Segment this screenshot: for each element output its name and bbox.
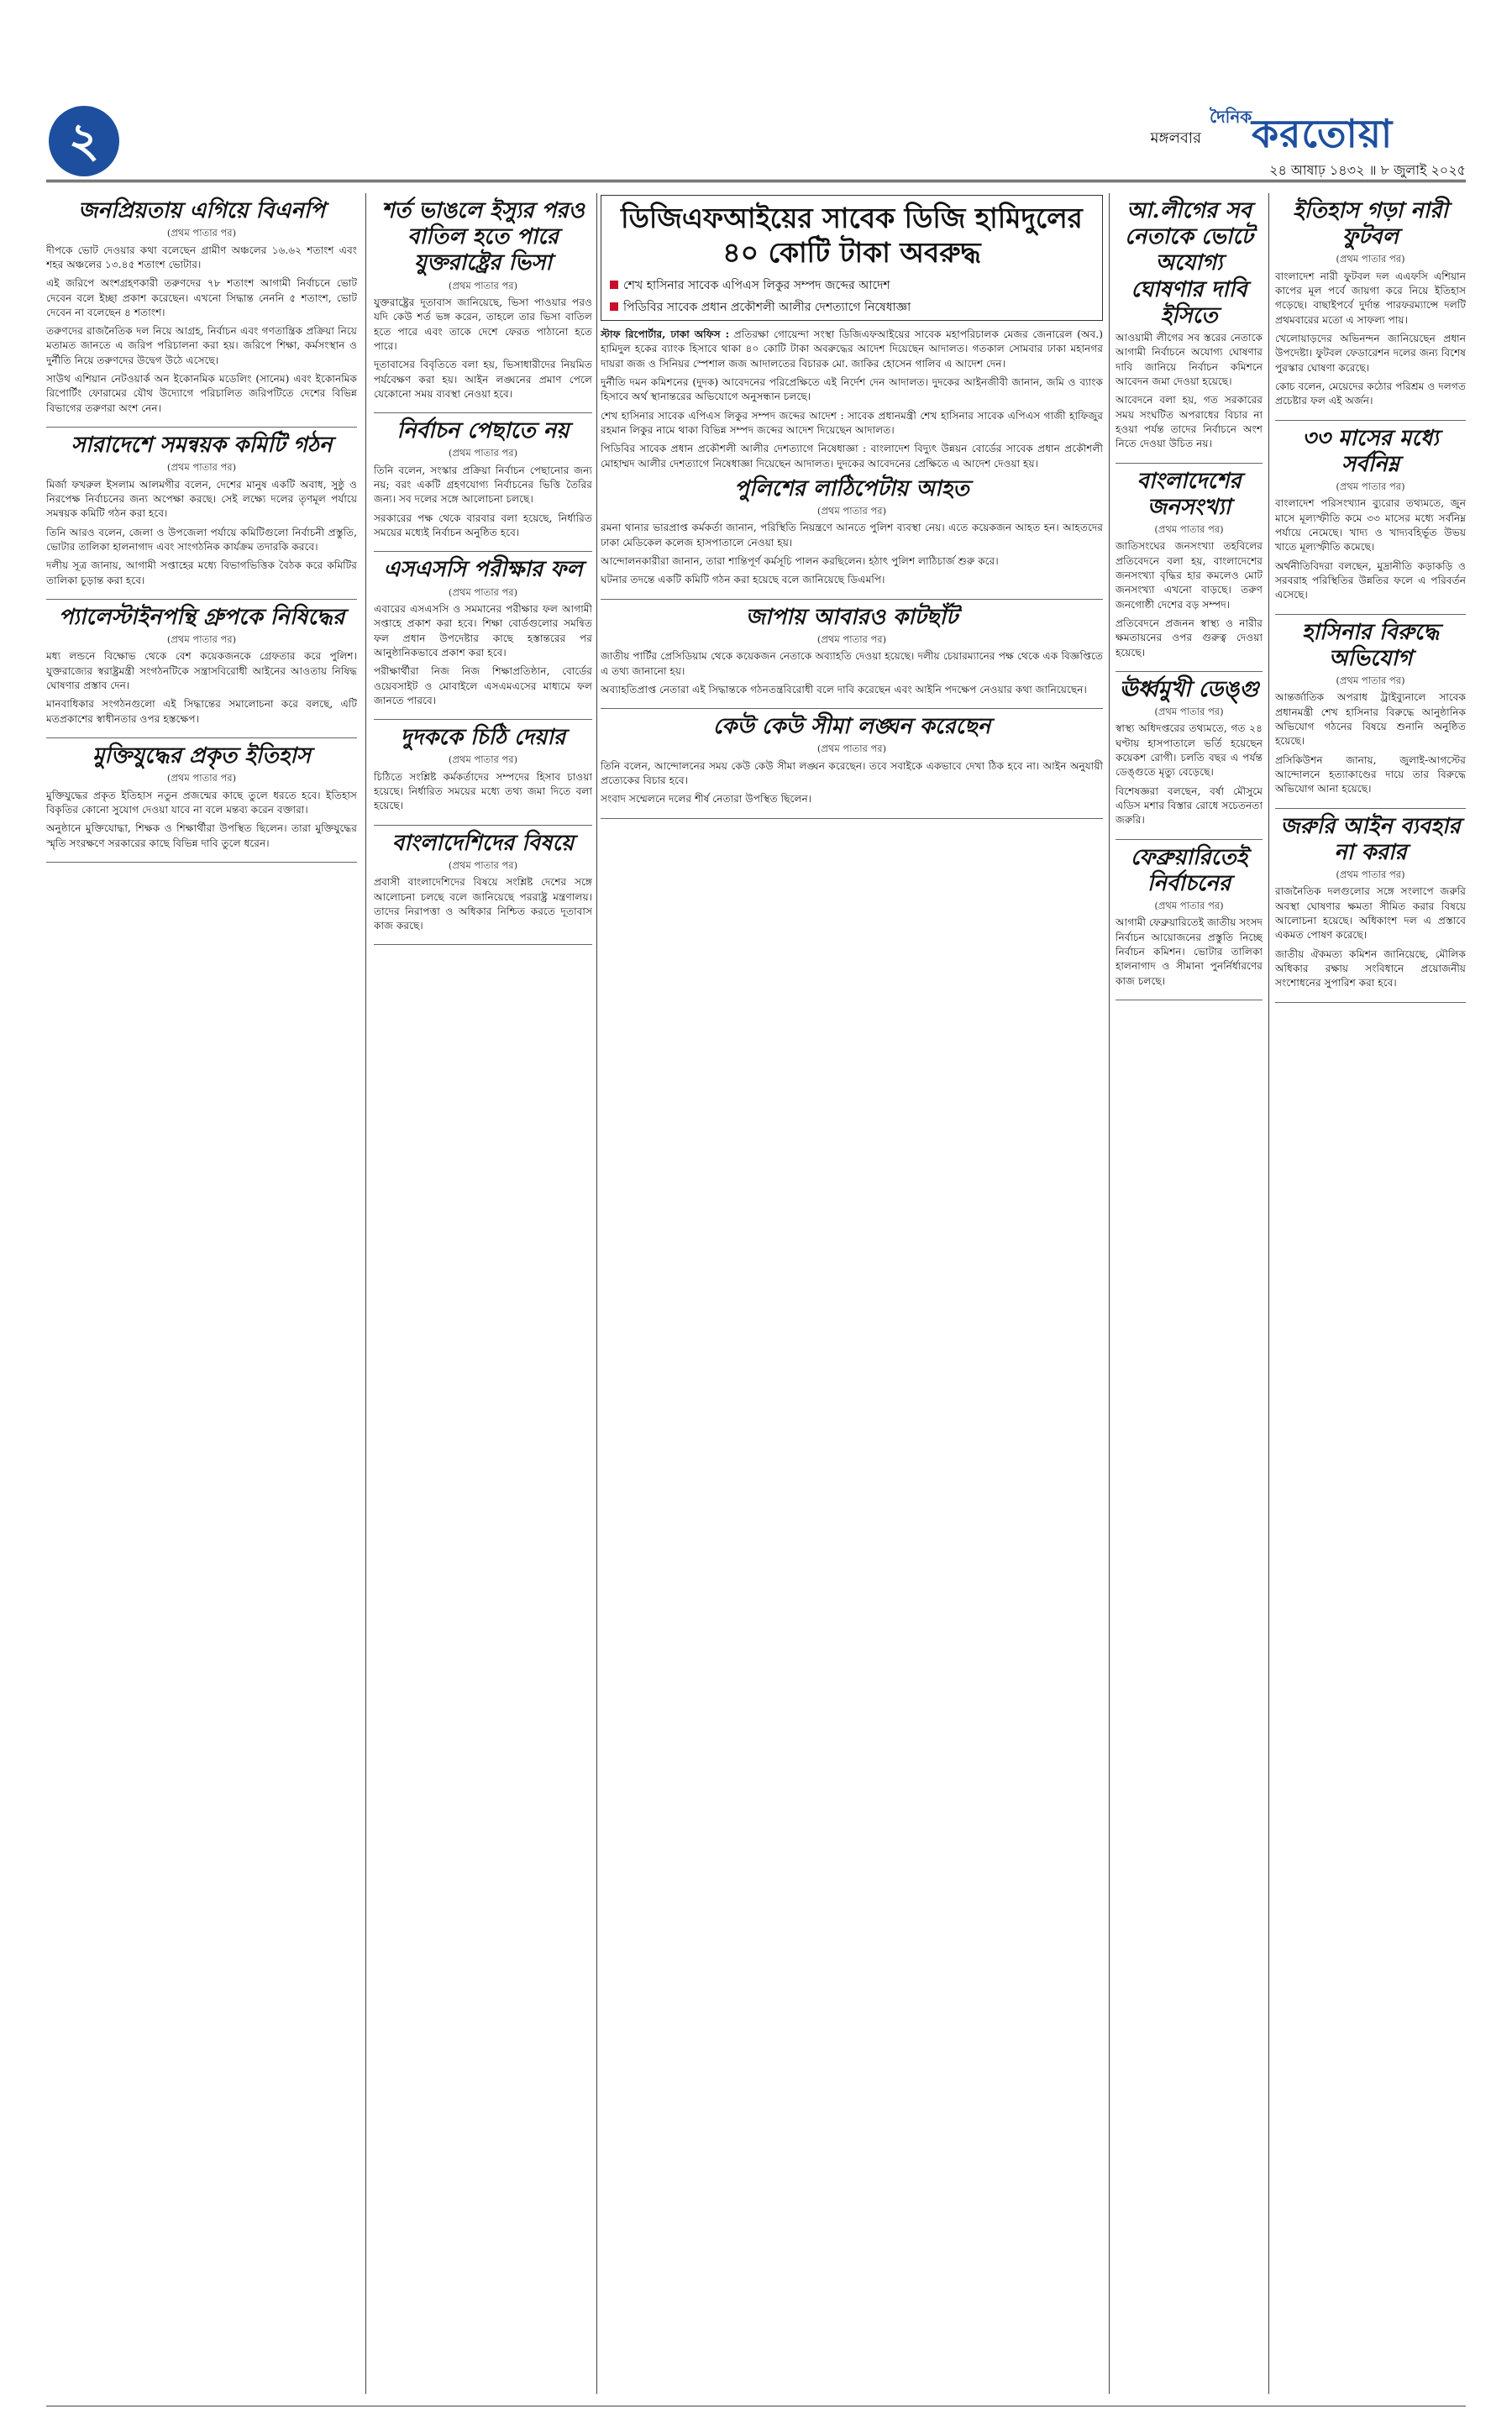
article-paragraph: মধ্য লন্ডনে বিক্ষোভ থেকে বেশ কয়েকজনকে গ্রেফতার করে পুলিশ। যুক্তরাজ্যের স্বরাষ্ট্রমন্ত্রী সংগঠনটিকে সন্ত্রাসবিরোধী আইনের আওতায় নিষিদ্ধ ঘোষণার প্রস্তাব দেন। bbox=[46, 650, 357, 692]
column-divider bbox=[1268, 193, 1269, 2394]
column-1 bbox=[46, 193, 357, 2394]
article-paragraph: আন্দোলনকারীরা জানান, তারা শান্তিপূর্ণ কর্মসূচি পালন করছিলেন। হঠাৎ পুলিশ লাঠিচার্জ শুরু করে। bbox=[601, 555, 999, 568]
article-paragraph: চিঠিতে সংশ্লিষ্ট কর্মকর্তাদের সম্পদের হিসাব চাওয়া হয়েছে। নির্ধারিত সময়ের মধ্যে তথ্য জমা দিতে বলা হয়েছে। bbox=[374, 770, 592, 812]
masthead-title: করতোয়া bbox=[1252, 111, 1394, 156]
article bbox=[46, 433, 357, 600]
article-paragraph: ঘটনার তদন্তে একটি কমিটি গঠন করা হয়েছে বলে জানিয়েছে ডিএমপি। bbox=[601, 574, 885, 586]
article bbox=[601, 476, 1103, 600]
article bbox=[601, 714, 1103, 819]
article-paragraph: মানবাধিকার সংগঠনগুলো এই সিদ্ধান্তের সমালোচনা করে বলছে, এটি মতপ্রকাশের স্বাধীনতার ওপর হস্তক্ষেপ। bbox=[46, 698, 357, 725]
lead-body: স্টাফ রিপোর্টার, ঢাকা অফিস : প্রতিরক্ষা গোয়েন্দা সংস্থা ডিজিএফআইয়ের সাবেক মহাপরিচালক মেজর জেনারেল (অব.) হামিদুল হকের ব্যাংক হিসাবে থাকা ৪০ কোটি টাকা অবরুদ্ধের আদেশ দিয়েছেন আদালত। গতকাল সোমবার ঢাকা মহানগর দায়রা জজ ও সিনিয়র স্পেশাল জজ আদালতের বিচারক মো. জাকির হোসেন গালিব এ আদেশ দেন। দুর্নীতি দমন কমিশনের (দুদক) আবেদনের পরিপ্রেক্ষিতে এই নির্দেশ দেন আদালত। দুদকের আইনজীবী জানান, জমি ও ব্যাংক হিসাবে অর্থ স্থানান্তরের অভিযোগে অনুসন্ধান চলছে। শেখ হাসিনার সাবেক এপিএস লিকুর সম্পদ জব্দের আদেশ : সাবেক প্রধানমন্ত্রী শেখ হাসিনার সাবেক এপিএস গাজী হাফিজুর রহমান লিকুর নামে থাকা বিভিন্ন সম্পদ জব্দের আদেশ দিয়েছেন আদালত। পিডিবির সাবেক প্রধান প্রকৌশলী আলীর দেশত্যাগে নিষেধাজ্ঞা : বাংলাদেশ বিদ্যুৎ উন্নয়ন বোর্ডের সাবেক প্রধান প্রকৌশলী মোহাম্মদ আলীর দেশত্যাগে নিষেধাজ্ঞা দিয়েছেন আদালত। দুদকের আবেদনের প্রেক্ষিতে এ আদেশ দেওয়া হয়। bbox=[601, 328, 1103, 471]
lead-paragraph: শেখ হাসিনার সাবেক এপিএস লিকুর সম্পদ জব্দের আদেশ : সাবেক প্রধানমন্ত্রী শেখ হাসিনার সাবেক এপিএস গাজী হাফিজুর রহমান লিকুর নামে থাকা বিভিন্ন সম্পদ জব্দের আদেশ দিয়েছেন আদালত। bbox=[601, 409, 1103, 436]
article-headline: ইতিহাস গড়া নারী ফুটবল bbox=[1293, 198, 1448, 250]
lead-bullet: পিডিবির সাবেক প্রধান প্রকৌশলী আলীর দেশত্যাগে নিষেধাজ্ঞা bbox=[610, 297, 1094, 318]
article-headline: পুলিশের লাঠিপেটায় আহত bbox=[734, 475, 969, 501]
page-header bbox=[0, 0, 1512, 189]
lead-paragraph: দুর্নীতি দমন কমিশনের (দুদক) আবেদনের পরিপ্রেক্ষিতে এই নির্দেশ দেন আদালত। দুদকের আইনজীবী জানান, জমি ও ব্যাংক হিসাবে অর্থ স্থানান্তরের অভিযোগে অনুসন্ধান চলছে। bbox=[601, 375, 1103, 403]
article-paragraph: আগামী ফেব্রুয়ারিতেই জাতীয় সংসদ নির্বাচন আয়োজনের প্রস্তুতি নিচ্ছে নির্বাচন কমিশন। ভোটার তালিকা হালনাগাদ ও সীমানা পুনর্নির্ধারণের কাজ চলছে। bbox=[1116, 916, 1263, 987]
article-paragraph: বিশেষজ্ঞরা বলছেন, বর্ষা মৌসুমে এডিস মশার বিস্তার রোধে সচেতনতা জরুরি। bbox=[1116, 785, 1263, 827]
article-headline: বাংলাদেশিদের বিষয়ে bbox=[391, 830, 575, 856]
article-headline: নির্বাচন পেছাতে নয় bbox=[396, 418, 570, 444]
article bbox=[1116, 198, 1263, 464]
article-headline: জাপায় আবারও কাটছাঁট bbox=[745, 604, 958, 630]
article-paragraph: দলীয় সূত্র জানায়, আগামী সপ্তাহের মধ্যে বিভাগভিত্তিক বৈঠক করে কমিটির তালিকা চূড়ান্ত করা হবে। bbox=[46, 559, 357, 586]
article-paragraph: আওয়ামী লীগের সব স্তরের নেতাকে আগামী নির্বাচনে অযোগ্য ঘোষণার দাবি জানিয়ে নির্বাচন কমিশনে আবেদন জমা দেওয়া হয়েছে। bbox=[1116, 331, 1263, 387]
article-headline: ঊর্ধ্বমুখী ডেঙ্গু bbox=[1119, 676, 1259, 702]
article-headline: ৩৩ মাসের মধ্যে সর্বনিম্ন bbox=[1302, 425, 1439, 477]
article-headline: জনপ্রিয়তায় এগিয়ে বিএনপি bbox=[78, 198, 325, 223]
article-paragraph: এবারের এসএসসি ও সমমানের পরীক্ষার ফল আগামী সপ্তাহে প্রকাশ করা হবে। শিক্ষা বোর্ডগুলোর সমন্বিত ফল প্রধান উপদেষ্টার কাছে হস্তান্তরের পর আনুষ্ঠানিকভাবে প্রকাশ করা হবে। bbox=[374, 602, 592, 659]
lead-bullet: শেখ হাসিনার সাবেক এপিএস লিকুর সম্পদ জব্দের আদেশ bbox=[610, 276, 1094, 296]
weekday: মঙ্গলবার bbox=[1150, 129, 1201, 147]
article-paragraph: বাংলাদেশ নারী ফুটবল দল এএফসি এশিয়ান কাপের মূল পর্বে জায়গা করে নিয়ে ইতিহাস গড়েছে। বাছাইপর্বে দুর্দান্ত পারফরম্যান্সে দলটি প্রথমবারের মতো এ সাফল্য পায়। bbox=[1275, 270, 1466, 326]
article-paragraph: যুক্তরাষ্ট্রের দূতাবাস জানিয়েছে, ভিসা পাওয়ার পরও যদি কেউ শর্ত ভঙ্গ করেন, তাহলে তার ভিসা বাতিল হতে পারে এবং তাকে দেশে ফেরত পাঠানো হতে পারে। bbox=[374, 296, 592, 352]
article bbox=[374, 725, 592, 826]
article bbox=[374, 418, 592, 552]
article bbox=[46, 743, 357, 863]
column-divider bbox=[1109, 193, 1110, 2394]
article-paragraph: অর্থনীতিবিদরা বলছেন, মুদ্রানীতি কড়াকড়ি ও সরবরাহ পরিস্থিতির উন্নতির ফলে এ পরিবর্তন এসেছে। bbox=[1275, 559, 1466, 601]
continuation-note: (প্রথম পাতার পর) bbox=[1154, 900, 1224, 912]
column-4 bbox=[1116, 193, 1263, 2394]
article bbox=[46, 605, 357, 738]
continuation-note: (প্রথম পাতার পর) bbox=[448, 279, 518, 291]
article-paragraph: রাজনৈতিক দলগুলোর সঙ্গে সংলাপে জরুরি অবস্থা ঘোষণার ক্ষমতা সীমিত করার বিষয়ে আলোচনা হয়েছে। অধিকাংশ দল এ প্রস্তাবে একমত পোষণ করেছে। bbox=[1275, 885, 1466, 942]
article-paragraph: রমনা থানার ভারপ্রাপ্ত কর্মকর্তা জানান, পরিস্থিতি নিয়ন্ত্রণে আনতে পুলিশ ব্যবস্থা নেয়। এতে কয়েকজন আহত হন। আহতদের ঢাকা মেডিকেল কলেজ হাসপাতালে নেওয়া হয়। bbox=[601, 522, 1103, 548]
article bbox=[374, 831, 592, 946]
article-paragraph: তিনি আরও বলেন, জেলা ও উপজেলা পর্যায়ে কমিটিগুলো নির্বাচনী প্রস্তুতি, ভোটার তালিকা হালনাগাদ এবং সাংগঠনিক কার্যক্রম তদারকি করবে। bbox=[46, 526, 357, 553]
article-paragraph: মুক্তিযুদ্ধের প্রকৃত ইতিহাস নতুন প্রজন্মের কাছে তুলে ধরতে হবে। ইতিহাস বিকৃতির কোনো সুযোগ দেওয়া যাবে না বলে মন্তব্য করেন বক্তারা। bbox=[46, 789, 357, 816]
header-rule bbox=[46, 180, 1466, 182]
article-paragraph: সংবাদ সম্মেলনে দলের শীর্ষ নেতারা উপস্থিত ছিলেন। bbox=[601, 793, 812, 806]
article-paragraph: তিনি বলেন, সংস্কার প্রক্রিয়া নির্বাচন পেছানোর জন্য নয়; বরং একটি গ্রহণযোগ্য নির্বাচনের ভিত্তি তৈরির জন্য। সব দলের সঙ্গে আলোচনা চলছে। bbox=[374, 464, 592, 506]
continuation-note: (প্রথম পাতার পর) bbox=[816, 505, 887, 517]
continuation-note: (প্রথম পাতার পর) bbox=[1336, 253, 1405, 265]
column-5 bbox=[1275, 193, 1466, 2394]
article-paragraph: মির্জা ফখরুল ইসলাম আলমগীর বলেন, দেশের মানুষ একটি অবাধ, সুষ্ঠু ও নিরপেক্ষ নির্বাচনের জন্য অপেক্ষা করছে। সেই লক্ষ্যে দলের তৃণমূল পর্যায়ে সমন্বয়ক কমিটি গঠন করা হবে। bbox=[46, 478, 357, 520]
article-headline: জরুরি আইন ব্যবহার না করার bbox=[1280, 813, 1461, 865]
article bbox=[1116, 677, 1263, 840]
continuation-note: (প্রথম পাতার পর) bbox=[816, 632, 887, 645]
masthead-prefix: দৈনিক bbox=[1210, 107, 1252, 127]
continuation-note: (প্রথম পাতার পর) bbox=[166, 633, 237, 646]
article-paragraph: স্বাস্থ্য অধিদপ্তরের তথ্যমতে, গত ২৪ ঘণ্টায় হাসপাতালে ভর্তি হয়েছেন কয়েকশ রোগী। চলতি বছর এ পর্যন্ত ডেঙ্গুতে মৃত্যু বেড়েছে। bbox=[1116, 722, 1263, 779]
article-paragraph: দীপকে ভোট দেওয়ার কথা বলেছেন গ্রামীণ অঞ্চলের ১৬.৬২ শতাংশ এবং শহর অঞ্চলের ১৩.৪৫ শতাংশ ভোটার। bbox=[46, 244, 357, 270]
date-line: ২৪ আষাঢ় ১৪৩২ ॥ ৮ জুলাই ২০২৫ bbox=[1269, 162, 1466, 178]
article bbox=[601, 605, 1103, 710]
article bbox=[46, 198, 357, 428]
article-paragraph: সরকারের পক্ষ থেকে বারবার বলা হয়েছে, নির্ধারিত সময়ের মধ্যেই নির্বাচন অনুষ্ঠিত হবে। bbox=[374, 512, 592, 539]
bullet-square-icon bbox=[610, 302, 618, 311]
article-paragraph: দূতাবাসের বিবৃতিতে বলা হয়, ভিসাধারীদের নিয়মিত পর্যবেক্ষণ করা হয়। আইন লঙ্ঘনের প্রমাণ পেলে যেকোনো সময় ব্যবস্থা নেওয়া হবে। bbox=[374, 359, 592, 400]
article-headline: এসএসসি পরীক্ষার ফল bbox=[383, 557, 583, 583]
article bbox=[374, 557, 592, 720]
continuation-note: (প্রথম পাতার পর) bbox=[166, 461, 237, 474]
continuation-note: (প্রথম পাতার পর) bbox=[448, 585, 518, 598]
continuation-note: (প্রথম পাতার পর) bbox=[816, 743, 887, 755]
article-headline: বাংলাদেশের জনসংখ্যা bbox=[1137, 468, 1242, 520]
continuation-note: (প্রথম পাতার পর) bbox=[166, 227, 237, 239]
article-paragraph: প্রতিবেদনে প্রজনন স্বাস্থ্য ও নারীর ক্ষমতায়নের ওপর গুরুত্ব দেওয়া হয়েছে। bbox=[1116, 617, 1263, 659]
article-paragraph: খেলোয়াড়দের অভিনন্দন জানিয়েছেন প্রধান উপদেষ্টা। ফুটবল ফেডারেশন দলের জন্য বিশেষ পুরস্কার ঘোষণা করেছে। bbox=[1275, 333, 1466, 374]
article-headline: হাসিনার বিরুদ্ধে অভিযোগ bbox=[1301, 619, 1440, 671]
article-paragraph: তিনি বলেন, আন্দোলনের সময় কেউ কেউ সীমা লঙ্ঘন করেছেন। তবে সবাইকে একভাবে দেখা ঠিক হবে না। আইন অনুযায়ী প্রত্যেকের বিচার হবে। bbox=[601, 759, 1103, 787]
article-paragraph: বাংলাদেশ পরিসংখ্যান ব্যুরোর তথ্যমতে, জুন মাসে মূল্যস্ফীতি কমে ৩৩ মাসের মধ্যে সর্বনিম্ন পর্যায়ে নেমেছে। খাদ্য ও খাদ্যবহির্ভূত উভয় খাতে মূল্যস্ফীতি কমেছে। bbox=[1275, 497, 1466, 554]
article-headline: মুক্তিযুদ্ধের প্রকৃত ইতিহাস bbox=[92, 743, 311, 769]
article-paragraph: সাউথ এশিয়ান নেটওয়ার্ক অন ইকোনমিক মডেলিং (সানেম) এবং ইকোনমিক রিপোর্টিং ফোরামের যৌথ উদ্যোগে পরিচালিত জরিপটিতে দেশের বিভিন্ন বিভাগের তরুণরা অংশ নেন। bbox=[46, 373, 357, 414]
article-paragraph: কোচ বলেন, মেয়েদের কঠোর পরিশ্রম ও দলগত প্রচেষ্টার ফল এই অর্জন। bbox=[1275, 381, 1466, 407]
article-headline: আ.লীগের সব নেতাকে ভোটে অযোগ্য ঘোষণার দাবি ইসিতে bbox=[1125, 198, 1253, 328]
continuation-note: (প্রথম পাতার পর) bbox=[166, 772, 237, 785]
article bbox=[1275, 814, 1466, 1003]
article-paragraph: প্রসিকিউশন জানায়, জুলাই-আগস্টের আন্দোলনে হত্যাকাণ্ডের দায়ে তার বিরুদ্ধে অভিযোগ আনা হয়েছে। bbox=[1275, 753, 1466, 795]
article-paragraph: তরুণদের রাজনৈতিক দল নিয়ে আগ্রহ, নির্বাচন এবং গণতান্ত্রিক প্রক্রিয়া নিয়ে মতামত জানতে এ জরিপ পরিচালনা করা হয়। জরিপে শিক্ষা, কর্মসংস্থান ও দুর্নীতি নিয়ে তরুণদের উদ্বেগ উঠে এসেছে। bbox=[46, 325, 357, 366]
article-paragraph: এই জরিপে অংশগ্রহণকারী তরুণদের ৭৮ শতাংশ আগামী নির্বাচনে ভোট দেবেন বলে ইচ্ছা প্রকাশ করেছেন। এখনো সিদ্ধান্ত নেননি ৫ শতাংশ, ভোট দেবেন না বলেছেন ৪ শতাংশ। bbox=[46, 277, 357, 318]
article-paragraph: আবেদনে বলা হয়, গত সরকারের সময় সংঘটিত অপরাধের বিচার না হওয়া পর্যন্ত তাদের নির্বাচনে অংশ নিতে দেওয়া উচিত নয়। bbox=[1116, 394, 1263, 450]
continuation-note: (প্রথম পাতার পর) bbox=[1336, 869, 1405, 881]
article-paragraph: জাতিসংঘের জনসংখ্যা তহবিলের প্রতিবেদনে বলা হয়, বাংলাদেশের জনসংখ্যা বৃদ্ধির হার কমলেও মোট জনসংখ্যা এখনো বাড়ছে। তরুণ জনগোষ্ঠী দেশের বড় সম্পদ। bbox=[1116, 540, 1263, 611]
continuation-note: (প্রথম পাতার পর) bbox=[448, 753, 518, 766]
lead-bullets bbox=[610, 276, 1094, 318]
continuation-note: (প্রথম পাতার পর) bbox=[1154, 522, 1224, 535]
article-paragraph: প্রবাসী বাংলাদেশিদের বিষয়ে সংশ্লিষ্ট দেশের সঙ্গে আলোচনা চলছে বলে জানিয়েছে পররাষ্ট্র মন্ত্রণালয়। তাদের নিরাপত্তা ও অধিকার নিশ্চিত করতে দূতাবাস কাজ করছে। bbox=[374, 876, 592, 932]
masthead bbox=[1210, 105, 1466, 155]
article-paragraph: জাতীয় ঐকমত্য কমিশন জানিয়েছে, মৌলিক অধিকার রক্ষায় সংবিধানে প্রয়োজনীয় সংশোধনের সুপারিশ করা হবে। bbox=[1275, 947, 1466, 989]
article-paragraph: পরীক্ষার্থীরা নিজ নিজ শিক্ষাপ্রতিষ্ঠান, বোর্ডের ওয়েবসাইট ও মোবাইলে এসএমএসের মাধ্যমে ফল জানতে পারবে। bbox=[374, 665, 592, 706]
bullet-square-icon bbox=[610, 281, 618, 289]
article-headline: সারাদেশে সমন্বয়ক কমিটি গঠন bbox=[71, 433, 333, 459]
lead-paragraph: পিডিবির সাবেক প্রধান প্রকৌশলী আলীর দেশত্যাগে নিষেধাজ্ঞা : বাংলাদেশ বিদ্যুৎ উন্নয়ন বোর্ডের সাবেক প্রধান প্রকৌশলী মোহাম্মদ আলীর দেশত্যাগে নিষেধাজ্ঞা দিয়েছেন আদালত। দুদকের আবেদনের প্রেক্ষিতে এ আদেশ দেওয়া হয়। bbox=[601, 443, 1103, 470]
article-headline: ফেব্রুয়ারিতেই নির্বাচনের bbox=[1130, 844, 1248, 896]
lead-byline: স্টাফ রিপোর্টার, ঢাকা অফিস : bbox=[601, 328, 730, 340]
column-3 bbox=[601, 328, 1103, 2394]
article bbox=[1275, 198, 1466, 421]
continuation-note: (প্রথম পাতার পর) bbox=[448, 447, 518, 459]
article-paragraph: জাতীয় পার্টির প্রেসিডিয়াম থেকে কয়েকজন নেতাকে অব্যাহতি দেওয়া হয়েছে। দলীয় চেয়ারম্যানের পক্ষ থেকে এক বিজ্ঞপ্তিতে এ তথ্য জানানো হয়। bbox=[601, 650, 1103, 677]
column-divider bbox=[596, 193, 597, 2394]
article-headline: শর্ত ভাঙলে ইস্যুর পরও বাতিল হতে পারে যুক্তরাষ্ট্রের ভিসা bbox=[381, 198, 585, 276]
article bbox=[1116, 845, 1263, 1000]
column-2 bbox=[374, 193, 592, 2394]
continuation-note: (প্রথম পাতার পর) bbox=[1336, 674, 1405, 687]
column-divider bbox=[365, 193, 366, 2394]
article bbox=[1116, 469, 1263, 672]
article-headline: প্যালেস্টাইনপন্থি গ্রুপকে নিষিদ্ধের bbox=[58, 604, 345, 630]
article bbox=[1275, 426, 1466, 615]
article-paragraph: অনুষ্ঠানে মুক্তিযোদ্ধা, শিক্ষক ও শিক্ষার্থীরা উপস্থিত ছিলেন। তারা মুক্তিযুদ্ধের স্মৃতি সংরক্ষণে সরকারের কাছে বিভিন্ন দাবি তুলে ধরেন। bbox=[46, 822, 357, 849]
continuation-note: (প্রথম পাতার পর) bbox=[1336, 480, 1405, 493]
continuation-note: (প্রথম পাতার পর) bbox=[448, 858, 518, 871]
article-paragraph: অব্যাহতিপ্রাপ্ত নেতারা এই সিদ্ধান্তকে গঠনতন্ত্রবিরোধী বলে দাবি করেছেন এবং আইনি পদক্ষেপ নেওয়ার কথা জানিয়েছেন। bbox=[601, 683, 1087, 695]
article bbox=[1275, 620, 1466, 809]
article-paragraph: আন্তর্জাতিক অপরাধ ট্রাইব্যুনালে সাবেক প্রধানমন্ত্রী শেখ হাসিনার বিরুদ্ধে আনুষ্ঠানিক অভিযোগ গঠনের বিষয়ে শুনানি অনুষ্ঠিত হয়েছে। bbox=[1275, 691, 1466, 748]
article-headline: কেউ কেউ সীমা লঙ্ঘন করেছেন bbox=[712, 714, 991, 740]
continuation-note: (প্রথম পাতার পর) bbox=[1154, 706, 1224, 718]
lead-story-box bbox=[601, 195, 1103, 321]
page-number-badge: ২ bbox=[49, 106, 119, 176]
article-headline: দুদককে চিঠি দেয়ার bbox=[400, 725, 566, 751]
article bbox=[374, 198, 592, 413]
lead-headline: ডিজিএফআইয়ের সাবেক ডিজি হামিদুলের ৪০ কোটি টাকা অবরুদ্ধ bbox=[621, 202, 1083, 270]
